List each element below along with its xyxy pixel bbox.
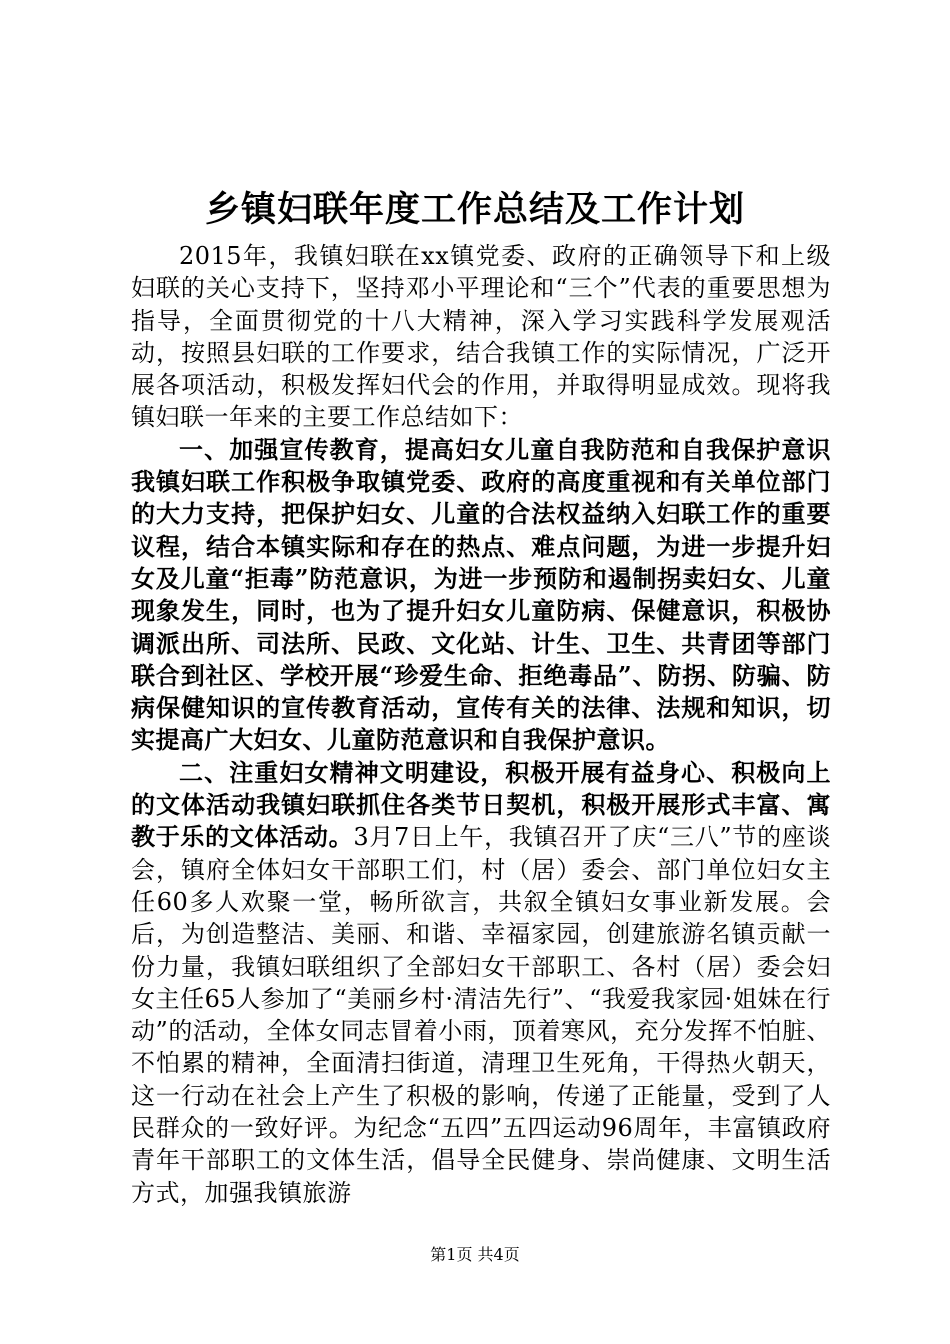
- paragraph-heading: 一、加强宣传教育，提高妇女儿童自我防范和自我保护意识我镇妇联工作积极争取镇党委、政府的高度重视和有关单位部门的大力支持，把保护妇女、儿童的合法权益纳入妇联工作的重要议程，结合本镇实际和存在的热点、难点问题，为进一步提升妇女及儿童“拒毒”防范意识，为进一步预防和遏制拐卖妇女、儿童现象发生，同时，也为了提升妇女儿童防病、保健意识，积极协调派出所、司法所、民政、文化站、计生、卫生、共青团等部门联合到社区、学校开展“珍爱生命、拒绝毒品”、防拐、防骗、防病保健知识的宣传教育活动，宣传有关的法律、法规和知识，切实提高广大妇女、儿童防范意识和自我保护意识。: [131, 434, 831, 755]
- paragraph-text: 2015年，我镇妇联在xx镇党委、政府的正确领导下和上级妇联的关心支持下，坚持邓小平理论和“三个”代表的重要思想为指导，全面贯彻党的十八大精神，深入学习实践科学发展观活动，按照县妇联的工作要求，结合我镇工作的实际情况，广泛开展各项活动，积极发挥妇代会的作用，并取得明显成效。现将我镇妇联一年来的主要工作总结如下：: [131, 242, 831, 432]
- paragraph-section-1: [131, 434, 831, 757]
- document-title: 乡镇妇联年度工作总结及工作计划: [204, 189, 745, 230]
- paragraph-heading: 二、注重妇女精神文明建设，积极开展有益身心、积极向上的文体活动我镇妇联抓住各类节日契机，积极开展形式丰富、寓教于乐的文体活动。: [131, 757, 831, 852]
- paragraph-intro: [131, 240, 831, 434]
- page-footer: 第1页 共4页: [430, 1245, 520, 1264]
- paragraph-section-2: [131, 757, 831, 1209]
- document-body: [131, 240, 831, 1209]
- paragraph-text: 3月7日上午，我镇召开了庆“三八”节的座谈会，镇府全体妇女干部职工们，村（居）委会、部门单位妇女主任60多人欢聚一堂，畅所欲言，共叙全镇妇女事业新发展。会后，为创造整洁、美丽、和谐、幸福家园，创建旅游名镇贡献一份力量，我镇妇联组织了全部妇女干部职工、各村（居）委会妇女主任65人参加了“美丽乡村·清洁先行”、“我爱我家园·姐妹在行动”的活动，全体女同志冒着小雨，顶着寒风，充分发挥不怕脏、不怕累的精神，全面清扫街道，清理卫生死角，干得热火朝天，这一行动在社会上产生了积极的影响，传递了正能量，受到了人民群众的一致好评。为纪念“五四”五四运动96周年，丰富镇政府青年干部职工的文体生活，倡导全民健身、崇尚健康、文明生活方式，加强我镇旅游: [131, 823, 832, 1207]
